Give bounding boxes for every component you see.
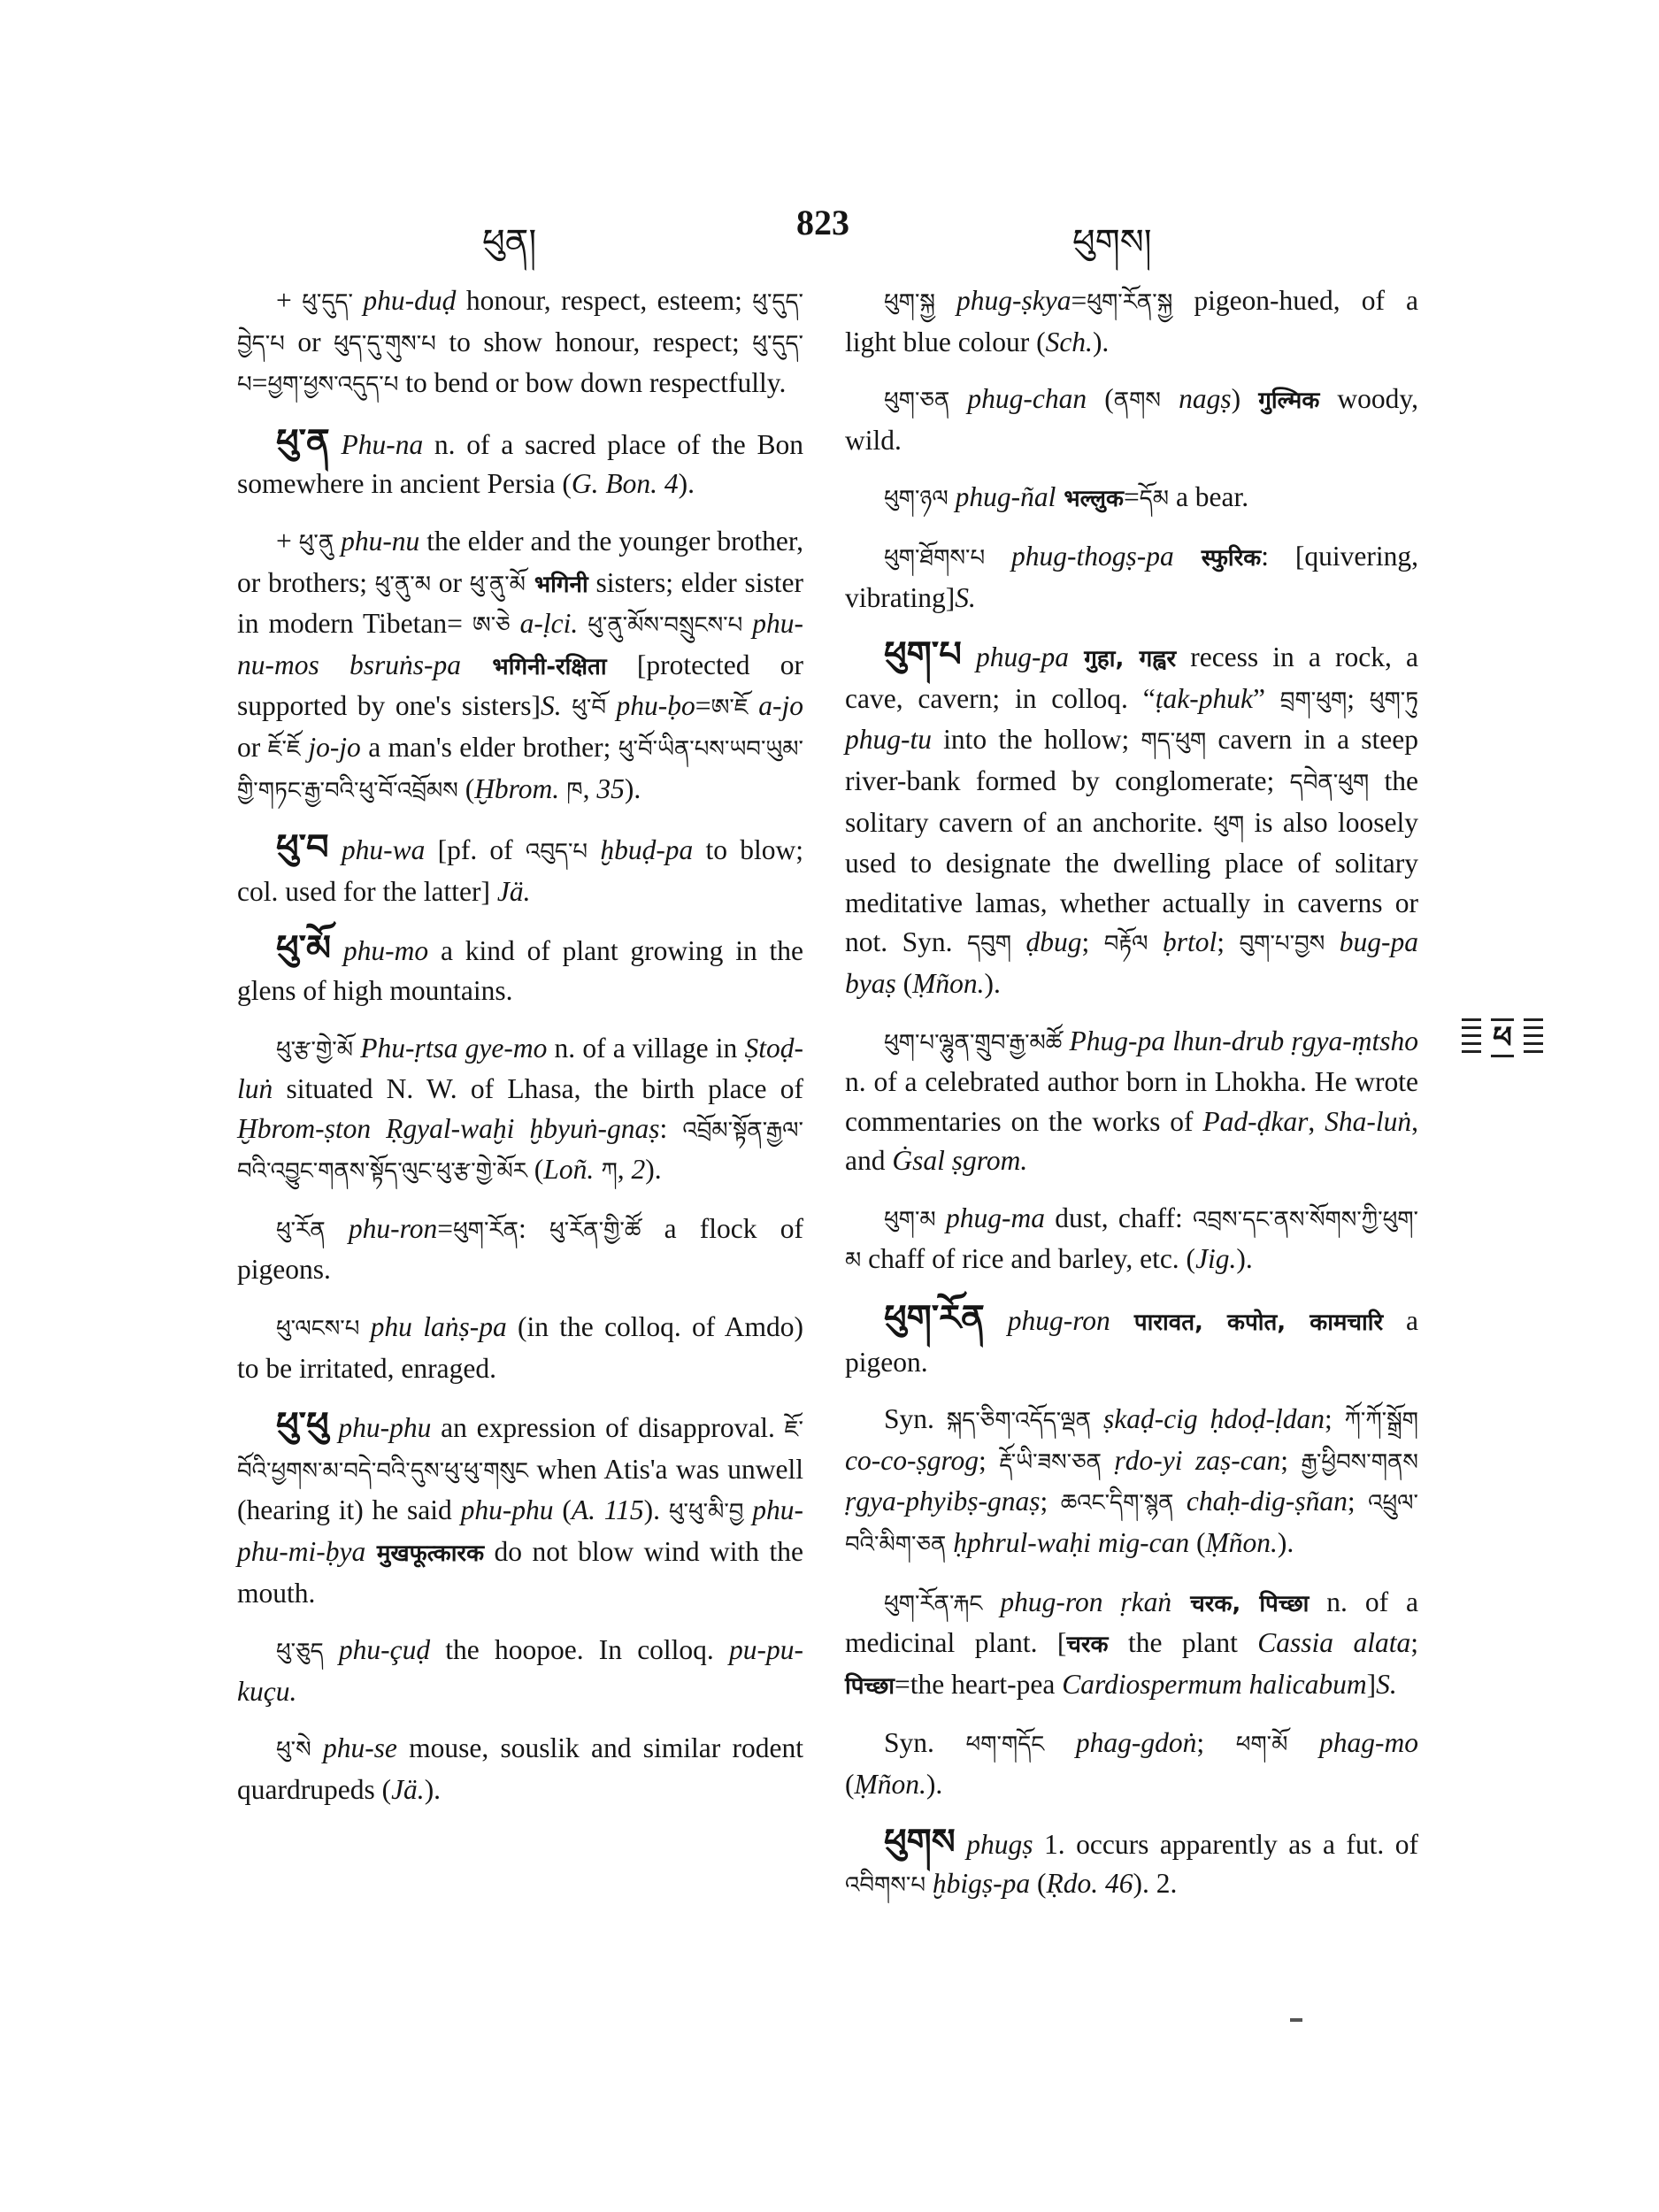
transliteration: Ḫbrom-ṣton Ṛgyal-waḫi ḫbyuṅ-gnaṣ [237, 1112, 660, 1144]
definition-text: n. of a village in [547, 1032, 745, 1064]
sanskrit-text: गुहा, गह्वर [1068, 646, 1177, 673]
tibetan-text: ཕུག་པ་ལྷུན་གྲུབ་རྒྱ་མཚོ [884, 1029, 1063, 1056]
definition-text: =the heart-pea [895, 1668, 1063, 1700]
definition-text: ). [984, 967, 1001, 999]
sanskrit-text: भगिनी-रक्षिता [461, 653, 607, 680]
tibetan-text: ཕུ་དུད་ [302, 289, 353, 316]
transliteration: co-co-ṣgrog [845, 1444, 979, 1476]
definition-text [578, 608, 588, 639]
definition-text: = [1071, 285, 1087, 316]
sanskrit-text: स्फुरिक [1173, 544, 1262, 572]
transliteration: Cardiospermum halicabum [1062, 1668, 1367, 1700]
definition-text: ). [624, 772, 641, 804]
definition-text [562, 690, 572, 721]
transliteration: Ṃñon. [912, 967, 985, 999]
tibetan-text: གད་ཕུག [1141, 728, 1207, 756]
tibetan-text: ཀོ་ཀོ་སྒྲོག [1344, 1408, 1418, 1435]
transliteration: phu-mo [331, 935, 429, 967]
definition-text: = [695, 690, 711, 722]
transliteration: G. Bon. 4 [571, 468, 679, 500]
entry-phug-ma [845, 1199, 1418, 1281]
headword-tibetan: ཕུ་བ [276, 827, 329, 869]
transliteration: phu-se [311, 1732, 397, 1764]
transliteration: phu-çuḍ [323, 1634, 431, 1666]
transliteration: phug-ñal [948, 481, 1056, 513]
definition-text: ). [1277, 1527, 1294, 1559]
transliteration: phag-gdoṅ [1044, 1727, 1197, 1759]
transliteration: phug-tu [845, 724, 932, 756]
tibetan-text: ཕུ་བོ་ཡིན་པས་ཡབ་ཡུམ་གྱི་གཏང་རྒྱ་བའི་ཕུ་བོ་འབྲོམས [237, 735, 803, 804]
definition-text: or [284, 326, 334, 357]
transliteration: phu-wa [328, 834, 426, 866]
definition-text: ; [1040, 1486, 1061, 1517]
transliteration: ḫbigṣ-pa [926, 1868, 1031, 1900]
definition-text: ( [457, 772, 475, 804]
entry-phug-skya [845, 281, 1418, 362]
transliteration: Pad-ḍkar [1202, 1105, 1309, 1137]
transliteration: phug-ron [984, 1305, 1110, 1337]
transliteration: phu-ḅo [606, 690, 695, 722]
definition-text: ( [1087, 383, 1114, 415]
tibetan-text: ཕུག་ཏུ [1369, 687, 1418, 714]
sanskrit-text: चरक [1066, 1632, 1109, 1659]
tibetan-text: འབིགས་པ [845, 1872, 926, 1900]
transliteration: Phu-na [329, 428, 424, 460]
definition-text: ). 2. [1133, 1868, 1178, 1900]
definition-text: when Atis'a was unwell (hearing it) he said [237, 1453, 803, 1526]
transliteration: ḅrtol [1148, 926, 1217, 958]
sanskrit-text: पिच्छा [845, 1672, 895, 1700]
tibetan-text: ཕུ་ལངས་པ [276, 1316, 360, 1343]
tibetan-text: ཕག་མོ [1235, 1732, 1288, 1759]
definition-text: the elder and the younger brother, or brothers; [237, 525, 803, 598]
tibetan-text: ཕུ་ནུ་མོས་བསྲུངས་པ [588, 612, 743, 640]
entry-phu-mo [237, 929, 803, 1010]
sanskrit-text: भगिनी [525, 571, 588, 598]
transliteration: ṭak-phuk [1155, 682, 1253, 714]
tibetan-text: འཕྲུལ་བའི་མིག་ཅན [845, 1490, 1418, 1559]
entry-phugs [845, 1823, 1418, 1906]
transliteration: Ḫbrom. [474, 772, 560, 804]
definition-text: = [251, 367, 268, 399]
transliteration: Sha-luṅ [1325, 1105, 1412, 1137]
definition-text: sisters; elder sister in modern Tibetan= [237, 566, 803, 640]
transliteration: Ṃñon. [854, 1769, 926, 1800]
entry-phug-pa [845, 635, 1418, 1003]
entry-phag-gdong-syn [845, 1724, 1418, 1804]
transliteration: jo-jo [300, 731, 361, 763]
definition-text: ). [643, 1494, 669, 1526]
transliteration: phug-ma [935, 1202, 1045, 1233]
tibetan-text: ཆའང་དིག་སྙན [1060, 1490, 1174, 1517]
definition-text: a bear. [1169, 481, 1249, 513]
entry-phu-phu [237, 1406, 803, 1613]
tibetan-text: འབྲས་དང་ནས་སོགས་ཀྱི་ཕུག་མ [845, 1206, 1418, 1275]
definition-text: into the hollow; [932, 724, 1141, 756]
definition-text: ). [926, 1769, 943, 1800]
definition-text: ; [979, 1444, 1000, 1476]
transliteration: phu-phu-mi-ḅya [237, 1494, 803, 1568]
transliteration: ṛdo-yi zaṣ-can [1102, 1444, 1281, 1476]
definition-text: the hoopoe. In colloq. [430, 1634, 729, 1666]
transliteration: Jä. [496, 875, 531, 907]
entry-phu-wa [237, 828, 803, 911]
entry-phug-ron-rkang [845, 1583, 1418, 1707]
definition-text: pigeon-hued, of a light blue colour ( [845, 285, 1418, 357]
definition-text: dust, chaff: [1044, 1202, 1194, 1233]
definition-text: situated N. W. of Lhasa, the birth place of [273, 1073, 803, 1105]
entry-phug-nal [845, 478, 1418, 519]
transliteration: 35 [596, 772, 625, 804]
transliteration: Phu-ṛtsa gye-mo [353, 1032, 548, 1064]
definition-text: a flock of pigeons. [237, 1212, 803, 1286]
definition-text: ; [1325, 1403, 1345, 1435]
transliteration: Jä. [391, 1774, 425, 1805]
definition-text: + [276, 285, 303, 316]
transliteration: a-jo [748, 690, 804, 722]
tibetan-text: འབུད་པ [525, 839, 588, 866]
definition-text: ). [1092, 326, 1110, 357]
thumb-index-tab [1462, 1016, 1543, 1060]
thumb-tab-letter: ཕ [1493, 1020, 1512, 1056]
footer-dash [1290, 2018, 1302, 2022]
definition-text: the plant [1108, 1627, 1258, 1659]
thumb-tab-lines-right [1524, 1018, 1543, 1057]
transliteration: Sch. [1045, 326, 1093, 357]
transliteration: phag-mo [1287, 1727, 1418, 1759]
definition-text: cavern in a steep river-bank formed by conglomerate; [845, 724, 1418, 796]
entry-phu-dud [237, 281, 803, 405]
definition-text: ; [1196, 1727, 1236, 1759]
tibetan-text: ནགས [1113, 388, 1161, 415]
tibetan-text: བྲག་ཕུག [1279, 687, 1348, 714]
headword-tibetan: ཕུག་རོན [884, 1298, 985, 1340]
definition-text: , and [845, 1105, 1419, 1177]
tibetan-text: ཨ་ཅེ [472, 612, 511, 640]
definition-text: ). [645, 1154, 662, 1186]
definition-text: mouse, souslik and similar rodent quardrupeds ( [237, 1732, 803, 1805]
definition-text: ] [1366, 1668, 1377, 1700]
sanskrit-text: पारावत, कपोत, कामचारि [1110, 1310, 1384, 1337]
definition-text: : [quivering, vibrating] [845, 540, 1418, 613]
definition-text: ; [1347, 682, 1370, 714]
sanskrit-text: गुल्मिक [1258, 388, 1320, 415]
thumb-tab-lines-left [1462, 1018, 1481, 1057]
definition-text: ). [424, 1774, 442, 1805]
transliteration: Phug-pa lhun-drub ṛgya-ṃtsho [1062, 1025, 1418, 1056]
transliteration: Ṃñon. [1205, 1527, 1278, 1559]
definition-text: , [1308, 1105, 1325, 1137]
transliteration: ṛgya-phyibṣ-gnaṣ [845, 1486, 1041, 1517]
transliteration: phug-pa [961, 641, 1069, 673]
tibetan-text: ཕུག་རོན་རྐང [884, 1590, 983, 1617]
transliteration: nagṣ [1160, 383, 1232, 415]
tibetan-text: ཕུ་དུད་པ [237, 330, 803, 399]
headword-tibetan: ཕུག་པ [884, 634, 962, 676]
definition-text: Syn. [884, 1403, 947, 1435]
definition-text: n. of a celebrated author born in Lhokha. He wrote commentaries on the works of [845, 1066, 1418, 1137]
entry-phug-thogs [845, 537, 1418, 618]
headword-tibetan: ཕུ་ཕུ [276, 1405, 329, 1447]
definition-text: ; [1217, 926, 1240, 958]
transliteration: phu-nu [334, 525, 420, 557]
tibetan-text: ཕུག་རོན་སྐྱ [1087, 289, 1173, 316]
transliteration: pu-pu-kuçu. [237, 1634, 803, 1707]
definition-text: ( [553, 1494, 572, 1526]
definition-text: to blow; col. used for the latter] [237, 834, 803, 907]
transliteration: S. [1376, 1668, 1397, 1700]
definition-text: [protected or supported by one's sisters] [237, 649, 804, 722]
transliteration: Ṛdo. 46 [1046, 1868, 1133, 1900]
definition-text: chaff of rice and barley, etc. ( [861, 1243, 1196, 1275]
definition-text: a man's elder brother; [360, 731, 618, 763]
transliteration: Ṣtoḍ-luṅ [237, 1032, 803, 1105]
definition-text: ; [1081, 926, 1104, 958]
tibetan-text: ཕུ་རོན [276, 1217, 326, 1244]
tibetan-text: ཕུ་སེ [276, 1737, 311, 1764]
definition-text: or [237, 731, 268, 763]
tibetan-text: ཕུག་ཐོགས་པ [884, 544, 986, 572]
transliteration: phu laṅṣ-pa [359, 1311, 507, 1343]
entry-phu-na [237, 423, 803, 504]
transliteration: phug-ron ṛkaṅ [982, 1586, 1172, 1617]
entry-phu-ron [237, 1210, 803, 1290]
entry-phug-pa-lhun-drub [845, 1022, 1418, 1181]
definition-text: : [659, 1112, 683, 1144]
definition-text: [pf. of [425, 834, 526, 866]
transliteration: phug-ṣkya [934, 285, 1071, 316]
definition-text: ( [1189, 1527, 1206, 1559]
definition-text: + [276, 525, 299, 557]
transliteration: ḫbuḍ-pa [588, 834, 694, 866]
transliteration: phu-phu [460, 1494, 554, 1526]
entry-phu-cud [237, 1631, 803, 1711]
definition-text: ). [1236, 1243, 1253, 1275]
tibetan-text: དབུག [966, 931, 1011, 958]
tibetan-text: ཕུག་རོན [453, 1217, 518, 1244]
definition-text: is also loosely used to designate the dwelling place of solitary meditative lamas, whether actually in caverns or not. Syn. [845, 806, 1419, 958]
definition-text: the solitary cavern of an anchorite. [845, 764, 1419, 838]
tibetan-text: ཕུག་སྐྱ [884, 289, 935, 316]
tibetan-text: ཕུ་བོ [572, 695, 606, 722]
transliteration: phu-phu [328, 1412, 432, 1444]
definition-text: ) [1231, 383, 1259, 415]
definition-text: ; [1410, 1627, 1418, 1659]
definition-text: = [1123, 481, 1140, 513]
definition-text: woody, wild. [845, 383, 1418, 456]
tibetan-text: ཕུ་རོན་གྱི་ཚོ [549, 1217, 641, 1244]
transliteration: Ġsal ṣgrom. [892, 1145, 1028, 1177]
definition-text: to show honour, respect; [435, 326, 753, 357]
definition-text: ; [1280, 1444, 1302, 1476]
entry-phu-nu [237, 522, 803, 810]
transliteration: A. 115 [571, 1494, 644, 1526]
tibetan-text: རྒྱ་ཕྱིབས་གནས [1301, 1448, 1418, 1476]
definition-text: honour, respect, esteem; [456, 285, 753, 316]
tibetan-text: སྐད་ཅིག་འདོད་ལྡན [946, 1408, 1092, 1435]
definition-text: Syn. [884, 1727, 966, 1759]
definition-text: ( [845, 1769, 855, 1800]
entry-phug-ron-syn [845, 1400, 1418, 1564]
transliteration: phu-nu-mos bsruṅs-pa [237, 608, 804, 680]
left-column [237, 281, 803, 1828]
definition-text: ( [526, 1154, 544, 1186]
transliteration: chaḥ-dig-ṣñan [1173, 1486, 1348, 1517]
definition-text: n. of a medicinal plant. [ [845, 1586, 1418, 1659]
transliteration: S. [541, 690, 562, 722]
entry-phu-se [237, 1729, 803, 1809]
sanskrit-text: भल्लुक [1056, 486, 1124, 513]
definition-text: : [518, 1212, 549, 1244]
sanskrit-text: चरक, पिच्छा [1171, 1590, 1310, 1617]
transliteration: Loñ. [543, 1154, 595, 1186]
entry-phug-chan [845, 380, 1418, 460]
definition-text: (in the colloq. of Amdo) to be irritated, enraged. [237, 1311, 804, 1384]
tibetan-text: ཕུ་རྩ་གྱེ་མོ [276, 1036, 354, 1064]
header-right-guideword: ཕུགས། [1072, 222, 1152, 262]
page-header [0, 202, 1659, 262]
definition-text: a kind of plant growing in the glens of high mountains. [237, 935, 803, 1006]
definition-text: a pigeon. [845, 1305, 1418, 1378]
definition-text: n. of a sacred place of the Bon somewhere in ancient Persia ( [237, 428, 804, 500]
headword-tibetan: ཕུ་མོ [276, 928, 332, 970]
definition-text: ” [1252, 682, 1280, 714]
tibetan-text: ཕུ་ནུ་མ [374, 571, 431, 598]
tibetan-text: བུག་པ་བྱས [1239, 931, 1325, 958]
tibetan-text: རྡོ་ཡི་ཟས་ཅན [999, 1448, 1102, 1476]
tibetan-text: ཕུག [1213, 810, 1245, 838]
tibetan-text: འབྲོམ་སྟོན་རྒྱལ་བའི་འབྱུང་གནས་སྟོད་ལུང་ཕུ་རྩ་གྱེ་མོར [237, 1117, 803, 1186]
transliteration: S. [955, 581, 976, 613]
tibetan-text: ཕུ་ཅུད [276, 1639, 324, 1666]
definition-text: ( [895, 967, 913, 999]
transliteration: ṣkaḍ-cig ḥdoḍ-ḷdan [1091, 1403, 1325, 1435]
right-column [845, 281, 1418, 1924]
headword-tibetan: ཕུགས [884, 1821, 956, 1863]
tibetan-text: དོམ [1139, 486, 1170, 513]
tibetan-text: ཕག་གདོང [965, 1732, 1045, 1759]
tibetan-text: ཕུད་དུ་གུས་པ [334, 330, 436, 357]
transliteration: a-ḷci. [510, 608, 579, 640]
definition-text: ; [1347, 1486, 1369, 1517]
transliteration: 2 [631, 1154, 646, 1186]
definition-text: an expression of disapproval. [431, 1412, 785, 1444]
transliteration: Cassia alata [1257, 1627, 1411, 1659]
transliteration: ḍbug [1011, 926, 1082, 958]
tibetan-text: ཕུག་ཅན [884, 388, 950, 415]
definition-text: do not blow wind with the mouth. [237, 1536, 803, 1609]
tibetan-text: དབེན་ཕུག [1289, 769, 1370, 796]
transliteration: phu-duḍ [352, 285, 457, 316]
tibetan-text: ཕུ་དུད་བྱེད་པ [237, 289, 803, 357]
tibetan-text: ཀ [594, 1158, 618, 1186]
headword-tibetan: ཕུ་ན [276, 421, 330, 463]
definition-text: , [617, 1154, 632, 1186]
transliteration: ḥphrul-waḥi mig-can [946, 1527, 1190, 1559]
page-number: 823 [796, 203, 849, 242]
transliteration: phug-chan [949, 383, 1087, 415]
definition-text: , [582, 772, 597, 804]
tibetan-text: ཇོ་ཇོ [267, 735, 301, 763]
definition-text: or [430, 566, 470, 598]
header-left-guideword: ཕུན། [482, 222, 537, 262]
transliteration: phu-ron [325, 1212, 438, 1244]
definition-text: ). [678, 468, 695, 500]
definition-text: to bend or bow down respectfully. [398, 367, 787, 399]
entry-phu-langs [237, 1308, 803, 1388]
definition-text: ( [1030, 1868, 1047, 1900]
transliteration: Jig. [1195, 1243, 1237, 1275]
entry-phu-rtsa [237, 1029, 803, 1192]
tibetan-text: ཇོ་བོའི་ཕྱགས་མ་བདེ་བའི་དུས་ཕུ་ཕུ་གསུང [237, 1417, 803, 1485]
tibetan-text: ཕྱག་ཕྱས་འདུད་པ [267, 372, 399, 399]
tibetan-text: ཨ་ཇོ [710, 695, 749, 722]
tibetan-text: ཕུག་ཉལ [884, 486, 949, 513]
tibetan-text: ཕུག་མ [884, 1206, 936, 1233]
entry-phug-ron [845, 1299, 1418, 1382]
transliteration: phug-thogṣ-pa [985, 540, 1174, 572]
transliteration: phugṣ [955, 1828, 1033, 1860]
tibetan-text: བརྟོལ [1103, 931, 1148, 958]
definition-text: 1. occurs apparently as a fut. of [1033, 1828, 1418, 1860]
definition-text: = [437, 1212, 453, 1244]
tibetan-text: ཁ [559, 777, 583, 804]
transliteration: bug-pa byaṣ [845, 926, 1418, 999]
sanskrit-text: मुखफूत्कारक [365, 1540, 485, 1568]
definition-text: recess in a rock, a cave, cavern; in colloq. “ [845, 641, 1418, 714]
tibetan-text: ཕུ་ནུ [298, 529, 334, 557]
tibetan-text: ཕུ་ཕུ་མི་བྱ [668, 1499, 744, 1526]
tibetan-text: ཕུ་ནུ་མོ [469, 571, 526, 598]
